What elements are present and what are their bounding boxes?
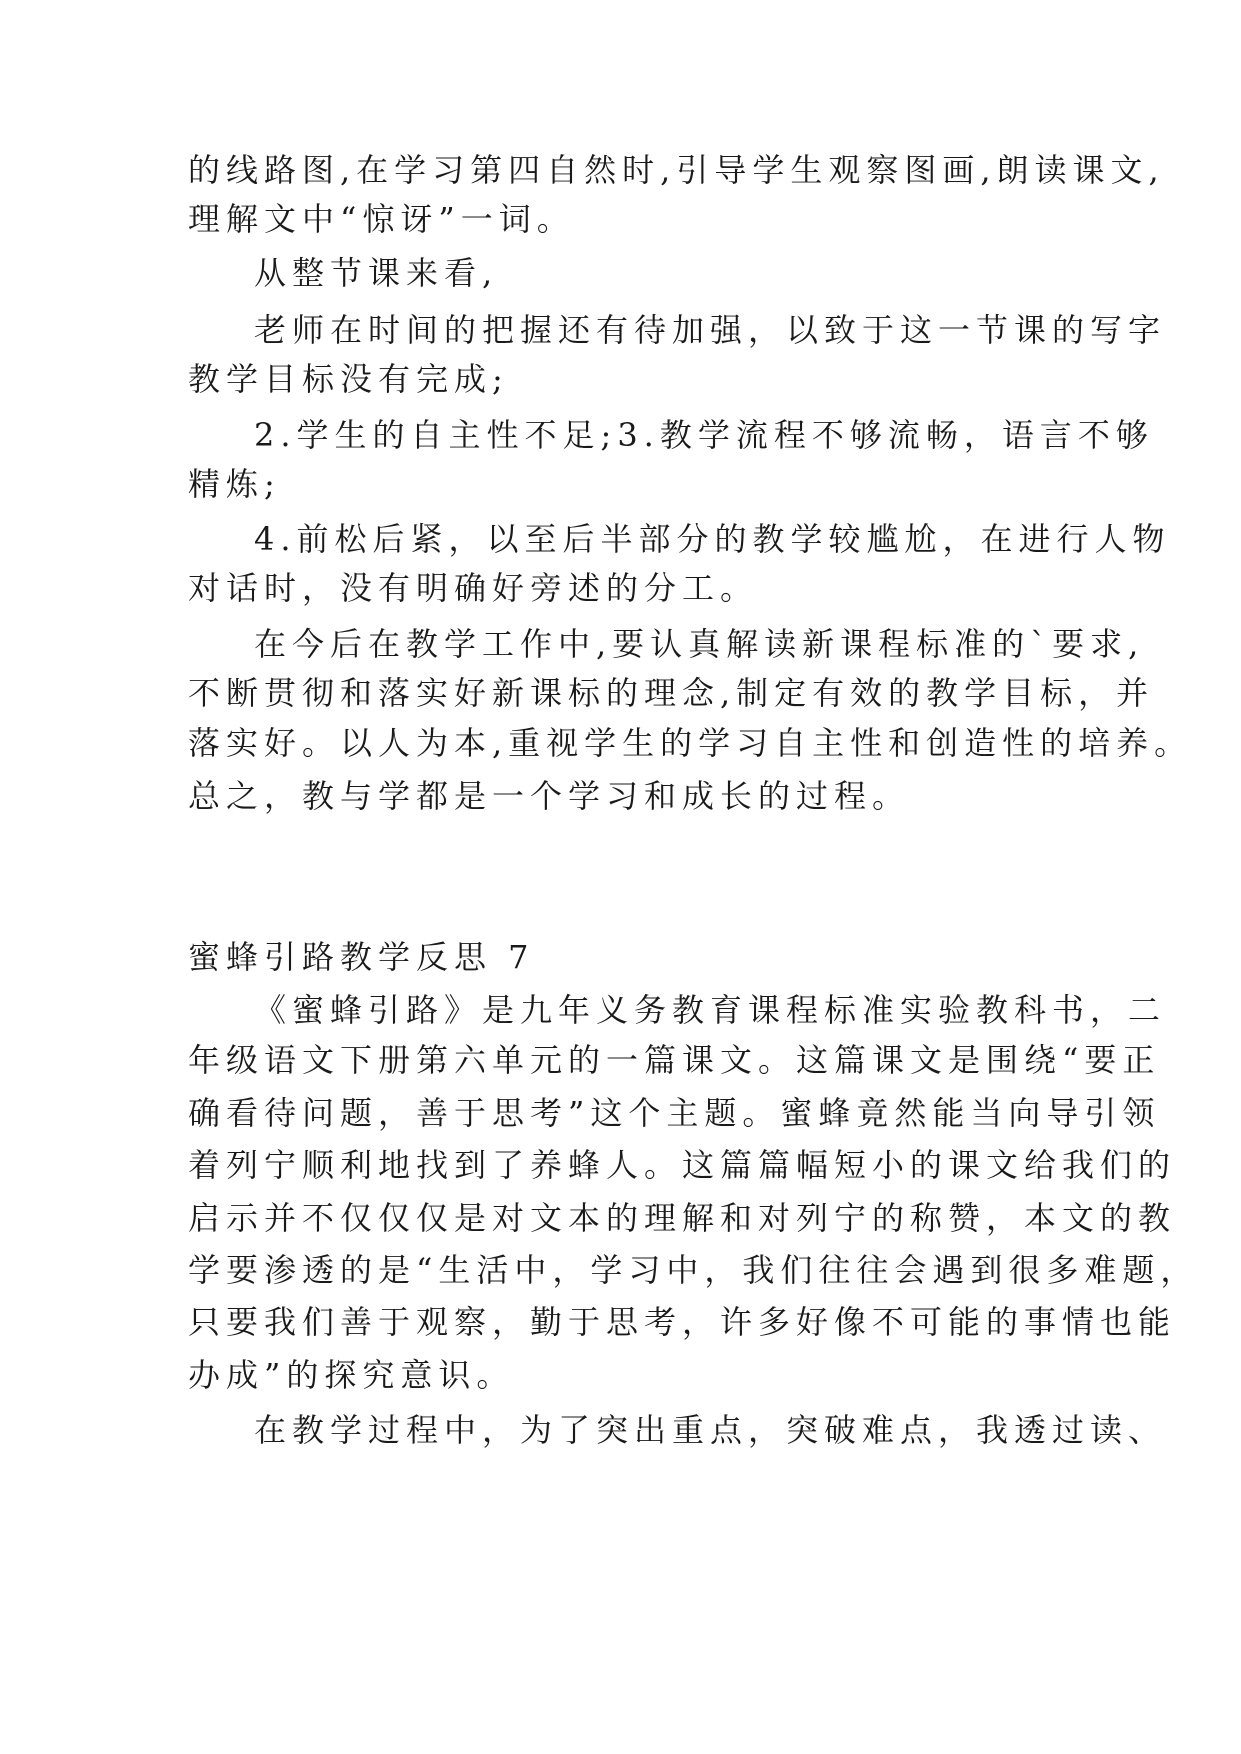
paragraph-line: 学要渗透的是“生活中，学习中，我们往往会遇到很多难题， — [188, 1251, 1199, 1289]
paragraph-line: 对话时，没有明确好旁述的分工。 — [188, 569, 759, 607]
paragraph-line: 在教学过程中，为了突出重点，突破难点，我透过读、 — [254, 1411, 1167, 1449]
paragraph-line: 的线路图,在学习第四自然时,引导学生观察图画,朗读课文, — [188, 151, 1165, 189]
paragraph-line: 总之，教与学都是一个学习和成长的过程。 — [188, 777, 911, 815]
paragraph-line: 精炼; — [188, 465, 281, 503]
paragraph-line: 理解文中“惊讶”一词。 — [188, 200, 575, 238]
paragraph-line: 4.前松后紧，以至后半部分的教学较尴尬，在进行人物 — [254, 520, 1171, 558]
paragraph-line: 启示并不仅仅仅是对文本的理解和对列宁的称赞，本文的教 — [188, 1199, 1177, 1237]
paragraph-line: 办成”的探究意识。 — [188, 1356, 515, 1394]
paragraph-line: 不断贯彻和落实好新课标的理念,制定有效的教学目标，并 — [188, 674, 1155, 712]
paragraph-line: 《蜜蜂引路》是九年义务教育课程标准实验教科书，二 — [254, 991, 1167, 1029]
paragraph-line: 着列宁顺利地找到了养蜂人。这篇篇幅短小的课文给我们的 — [188, 1146, 1177, 1184]
section-heading: 蜜蜂引路教学反思 7 — [188, 938, 535, 976]
paragraph-line: 从整节课来看, — [254, 254, 499, 292]
paragraph-line: 落实好。以人为本,重视学生的学习自主性和创造性的培养。 — [188, 724, 1193, 762]
paragraph-line: 确看待问题，善于思考”这个主题。蜜蜂竟然能当向导引领 — [188, 1094, 1161, 1132]
paragraph-line: 教学目标没有完成; — [188, 360, 509, 398]
paragraph-line: 年级语文下册第六单元的一篇课文。这篇课文是围绕“要正 — [188, 1041, 1161, 1079]
paragraph-line: 2.学生的自主性不足;3.教学流程不够流畅，语言不够 — [254, 416, 1154, 454]
paragraph-line: 老师在时间的把握还有待加强，以致于这一节课的写字 — [254, 311, 1167, 349]
paragraph-line: 只要我们善于观察，勤于思考，许多好像不可能的事情也能 — [188, 1303, 1177, 1341]
paragraph-line: 在今后在教学工作中,要认真解读新课程标准的`要求, — [254, 625, 1145, 663]
